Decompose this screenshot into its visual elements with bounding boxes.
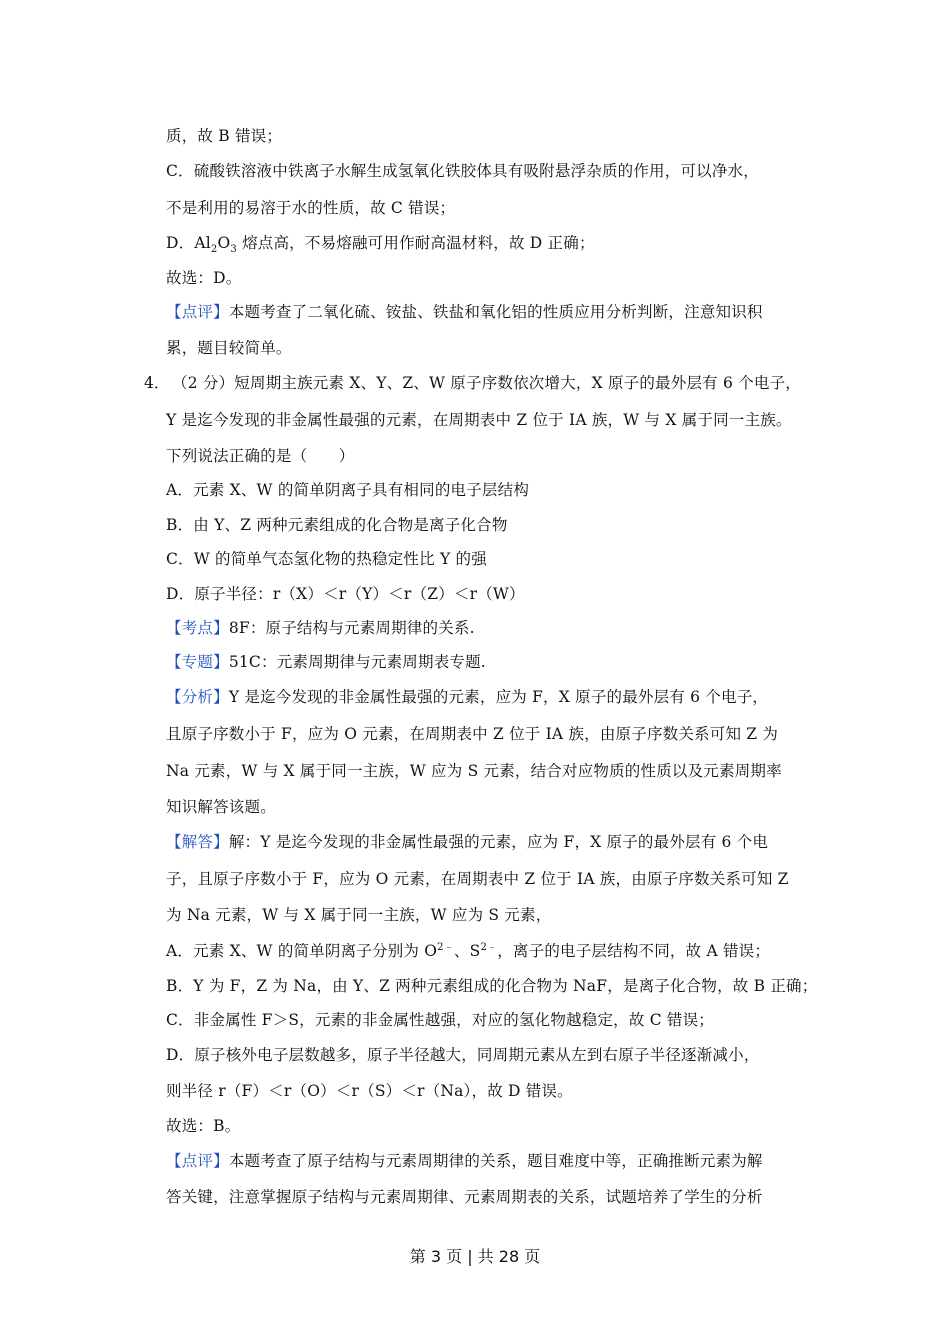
comment-line: [166, 302, 763, 322]
text-line: [166, 233, 595, 256]
option-c: C．W 的简单气态氢化物的热稳定性比 Y 的强: [166, 550, 487, 568]
kaodian-line: [166, 618, 475, 638]
text-line: 为 Na 元素，W 与 X 属于同一主族，W 应为 S 元素，: [166, 906, 552, 924]
comment-tag: 【点评】: [166, 1152, 229, 1170]
option-b: B．由 Y、Z 两种元素组成的化合物是离子化合物: [166, 516, 508, 534]
answer-d: D．原子核外电子层数越多，原子半径越大，同周期元素从左到右原子半径逐渐减小，: [166, 1046, 760, 1064]
text-segment: 8F：原子结构与元素周期律的关系.: [228, 619, 475, 637]
text-segment: 解：Y 是迄今发现的非金属性最强的元素，应为 F，X 原子的最外层有 6 个电: [228, 833, 769, 851]
question-stem: Y 是迄今发现的非金属性最强的元素，在周期表中 Z 位于 IA 族，W 与 X 属于同一主族。: [166, 411, 792, 429]
question-stem: （2 分）短周期主族元素 X、Y、Z、W 原子序数依次增大，X 原子的最外层有 6 个电子，: [172, 374, 801, 392]
kaodian-tag: 【考点】: [166, 619, 229, 637]
question-number: 4．: [144, 374, 170, 392]
answer-b: B．Y 为 F，Z 为 Na，由 Y、Z 两种元素组成的化合物为 NaF，是离子化合物，故 B 正确；: [166, 977, 818, 995]
comment-tag: 【点评】: [166, 303, 229, 321]
subscript: 3: [230, 244, 237, 256]
text-line: C．硫酸铁溶液中铁离子水解生成氢氧化铁胶体具有吸附悬浮杂质的作用，可以净水，: [166, 162, 759, 180]
text-segment: ，离子的电子层结构不同，故 A 错误；: [497, 942, 771, 960]
subscript: 2: [210, 244, 218, 256]
text-line: 则半径 r（F）＜r（O）＜r（S）＜r（Na），故 D 错误。: [166, 1082, 573, 1100]
text-line: 不是利用的易溶于水的性质，故 C 错误；: [166, 199, 456, 217]
text-segment: D．Al: [166, 234, 211, 252]
text-segment: 、S: [453, 942, 481, 960]
text-line: Na 元素，W 与 X 属于同一主族，W 应为 S 元素，结合对应物质的性质以及元素周期率: [166, 762, 782, 780]
text-line: 子，且原子序数小于 F，应为 O 元素，在周期表中 Z 位于 IA 族，由原子序数关系可知 Z: [166, 870, 789, 888]
question-stem: 下列说法正确的是（ ）: [166, 447, 355, 465]
zhuanti-tag: 【专题】: [166, 653, 229, 671]
superscript: 2﹣: [437, 941, 454, 953]
text-segment: Y 是迄今发现的非金属性最强的元素，应为 F，X 原子的最外层有 6 个电子，: [228, 688, 769, 706]
jieda-tag: 【解答】: [166, 833, 229, 851]
text-segment: 本题考查了原子结构与元素周期律的关系，题目难度中等，正确推断元素为解: [228, 1152, 763, 1170]
option-a: A．元素 X、W 的简单阴离子具有相同的电子层结构: [166, 481, 530, 499]
superscript: 2﹣: [480, 941, 498, 953]
text-segment: 熔点高，不易熔融可用作耐高温材料，故 D 正确；: [236, 234, 595, 252]
zhuanti-line: [166, 652, 486, 672]
text-segment: 本题考查了二氧化硫、铵盐、铁盐和氧化铝的性质应用分析判断，注意知识积: [228, 303, 763, 321]
text-line: 质，故 B 错误；: [166, 127, 283, 145]
text-segment: O: [217, 234, 231, 252]
option-d: D．原子半径：r（X）＜r（Y）＜r（Z）＜r（W）: [166, 585, 525, 603]
text-line: 答关键，注意掌握原子结构与元素周期律、元素周期表的关系，试题培养了学生的分析: [166, 1188, 763, 1206]
answer-c: C．非金属性 F＞S，元素的非金属性越强，对应的氢化物越稳定，故 C 错误；: [166, 1011, 714, 1029]
fenxi-line: [166, 687, 768, 707]
text-line: 故选：D。: [166, 269, 242, 287]
text-line: 知识解答该题。: [166, 798, 276, 816]
text-line: 累，题目较简单。: [166, 339, 292, 357]
choice-line: 故选：B。: [166, 1117, 241, 1135]
comment-line: [166, 1151, 763, 1171]
text-line: 且原子序数小于 F，应为 O 元素，在周期表中 Z 位于 IA 族，由原子序数关系可知 Z 为: [166, 725, 779, 743]
text-segment: 51C：元素周期律与元素周期表专题.: [228, 653, 486, 671]
jieda-line: [166, 832, 768, 852]
text-segment: A．元素 X、W 的简单阴离子分别为 O: [166, 942, 438, 960]
answer-a: [166, 941, 770, 961]
fenxi-tag: 【分析】: [166, 688, 229, 706]
page-footer: 第 3 页 | 共 28 页: [409, 1247, 541, 1266]
